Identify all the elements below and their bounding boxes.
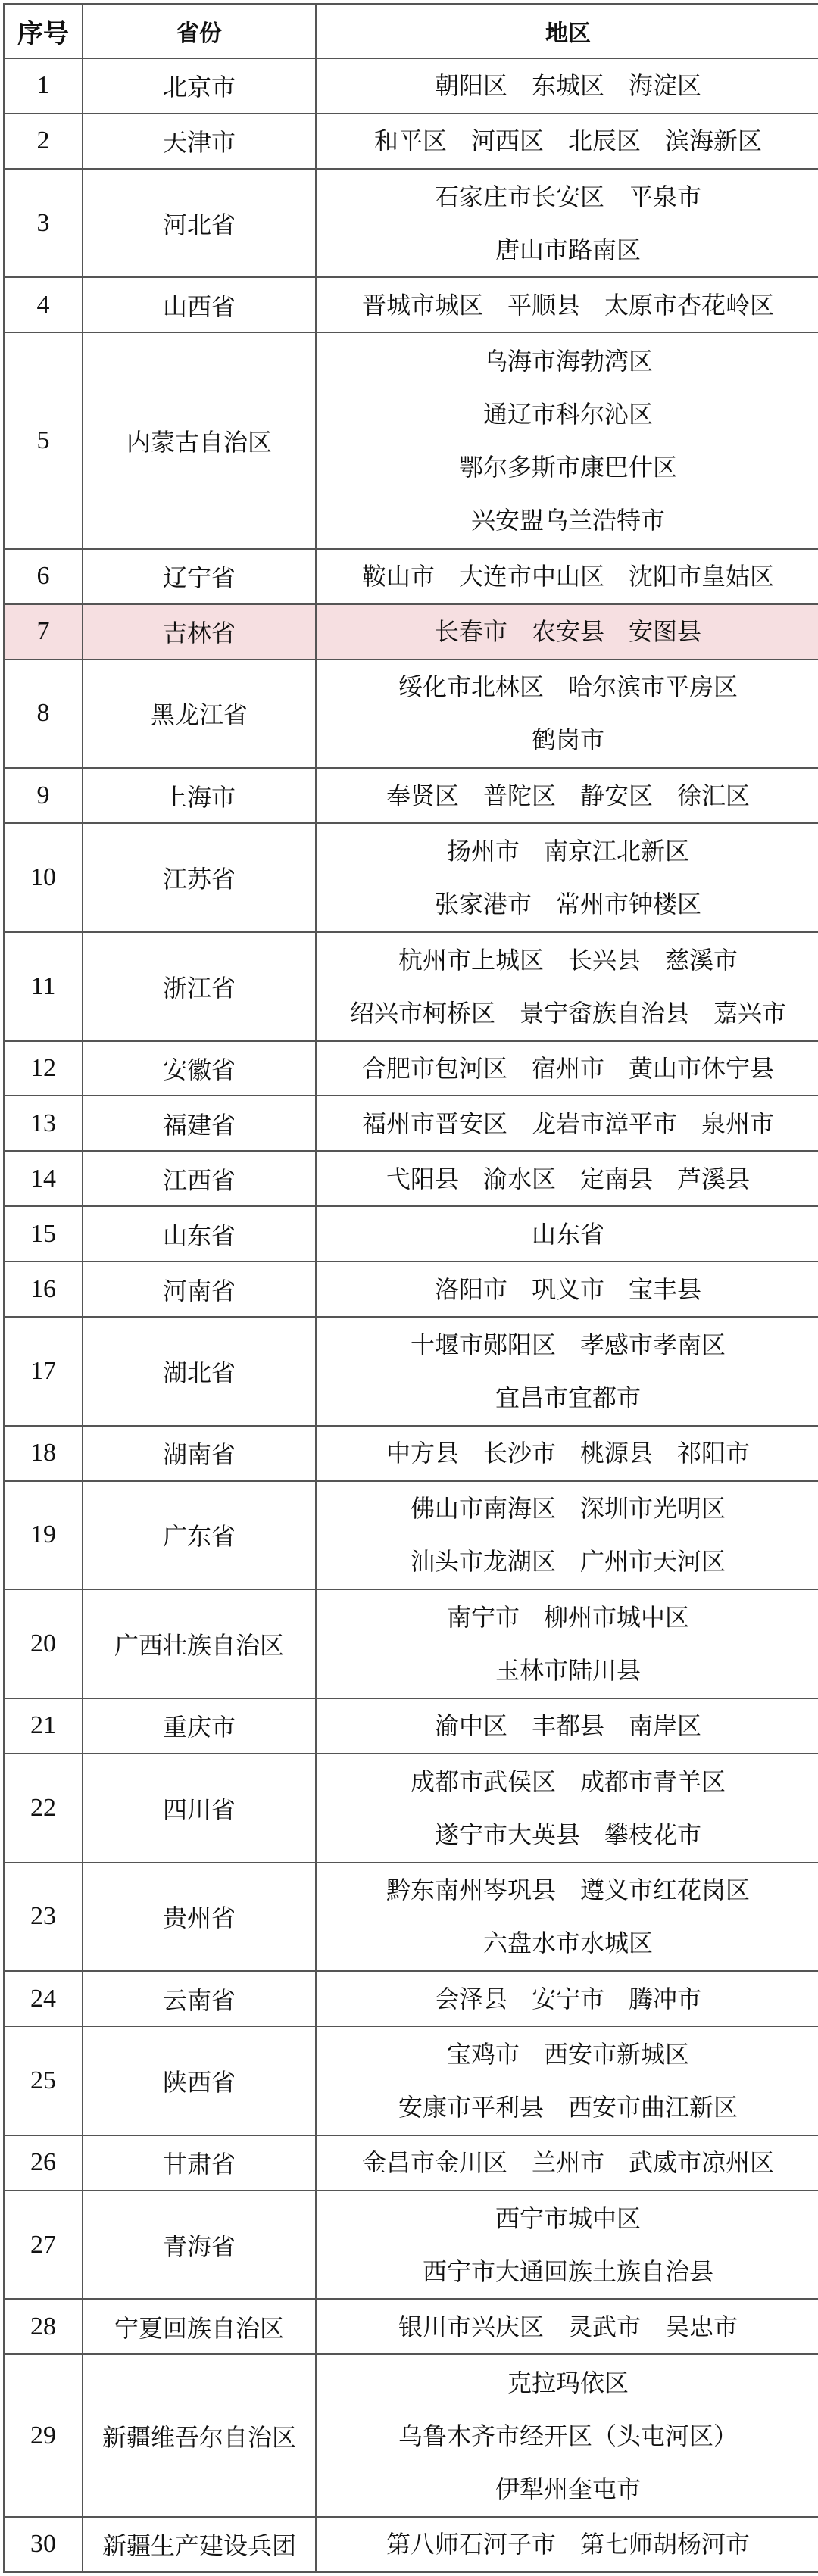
row-province: 陕西省 [83, 2026, 316, 2135]
table-row [4, 114, 818, 169]
row-index: 7 [4, 604, 83, 660]
table-row [4, 549, 818, 604]
region-line: 晋城市城区 平顺县 太原市杏花岭区 [361, 290, 774, 320]
region-line: 长春市 农安县 安图县 [434, 617, 701, 647]
row-province: 内蒙古自治区 [83, 332, 316, 548]
region-line: 乌鲁木齐市经开区（头屯河区） [398, 2421, 738, 2450]
row-province: 湖北省 [83, 1317, 316, 1426]
header-index: 序号 [4, 4, 83, 58]
row-province: 广西壮族自治区 [83, 1589, 316, 1698]
row-province: 广东省 [83, 1481, 316, 1590]
row-regions [316, 1863, 818, 1972]
table-row [4, 1206, 818, 1261]
region-line: 福州市晋安区 龙岩市漳平市 泉州市 [361, 1109, 774, 1138]
row-regions [316, 2299, 818, 2354]
row-regions [316, 823, 818, 932]
region-line: 和平区 河西区 北辰区 滨海新区 [373, 126, 762, 156]
row-province: 河南省 [83, 1261, 316, 1317]
table-row [4, 277, 818, 332]
row-index: 18 [4, 1426, 83, 1481]
region-line: 伊犁州奎屯市 [495, 2474, 641, 2503]
table-row [4, 2026, 818, 2135]
table-row [4, 1096, 818, 1151]
table-row [4, 1151, 818, 1206]
row-regions [316, 1698, 818, 1754]
row-index: 29 [4, 2354, 83, 2517]
table-row [4, 332, 818, 548]
row-province: 辽宁省 [83, 549, 316, 604]
row-index: 5 [4, 332, 83, 548]
row-province: 上海市 [83, 768, 316, 823]
row-regions [316, 1096, 818, 1151]
region-line: 宝鸡市 西安市新城区 [446, 2040, 689, 2069]
row-index: 16 [4, 1261, 83, 1317]
row-index: 27 [4, 2191, 83, 2300]
table-row [4, 660, 818, 769]
row-regions [316, 1151, 818, 1206]
row-province: 云南省 [83, 1971, 316, 2026]
row-index: 14 [4, 1151, 83, 1206]
region-line: 中方县 长沙市 桃源县 祁阳市 [386, 1439, 750, 1468]
table-row [4, 169, 818, 278]
table-row [4, 2517, 818, 2572]
table-row [4, 2299, 818, 2354]
table-body [4, 58, 818, 2572]
region-line: 绥化市北林区 哈尔滨市平房区 [398, 672, 738, 702]
region-line: 扬州市 南京江北新区 [446, 836, 689, 865]
row-index: 3 [4, 169, 83, 278]
region-table [3, 3, 818, 2573]
table-row [4, 604, 818, 660]
row-index: 15 [4, 1206, 83, 1261]
row-province: 天津市 [83, 114, 316, 169]
table-row [4, 1698, 818, 1754]
table-row [4, 932, 818, 1041]
region-line: 安康市平利县 西安市曲江新区 [398, 2093, 738, 2122]
region-line: 乌海市海勃湾区 [482, 347, 653, 376]
row-province: 福建省 [83, 1096, 316, 1151]
row-index: 12 [4, 1041, 83, 1096]
row-regions [316, 58, 818, 114]
table-row [4, 1261, 818, 1317]
header-province: 省份 [83, 4, 316, 58]
table-row [4, 2191, 818, 2300]
region-line: 合肥市包河区 宿州市 黄山市休宁县 [361, 1054, 774, 1083]
row-regions [316, 604, 818, 660]
region-line: 绍兴市柯桥区 景宁畲族自治县 嘉兴市 [349, 998, 786, 1028]
table-row [4, 823, 818, 932]
region-line: 洛阳市 巩义市 宝丰县 [434, 1274, 701, 1304]
region-line: 张家港市 常州市钟楼区 [434, 889, 701, 918]
region-line: 黔东南州岑巩县 遵义市红花岗区 [386, 1876, 750, 1905]
row-regions [316, 932, 818, 1041]
row-province: 安徽省 [83, 1041, 316, 1096]
region-line: 宜昌市宜都市 [495, 1383, 641, 1412]
region-line: 第八师石河子市 第七师胡杨河市 [386, 2530, 750, 2559]
region-line: 石家庄市长安区 平泉市 [434, 182, 701, 211]
row-province: 宁夏回族自治区 [83, 2299, 316, 2354]
row-province: 湖南省 [83, 1426, 316, 1481]
table-row [4, 1971, 818, 2026]
row-province: 江苏省 [83, 823, 316, 932]
row-index: 11 [4, 932, 83, 1041]
row-regions [316, 1206, 818, 1261]
row-regions [316, 2135, 818, 2191]
row-index: 8 [4, 660, 83, 769]
region-line: 弋阳县 渝水区 定南县 芦溪县 [386, 1164, 750, 1193]
row-regions [316, 768, 818, 823]
row-regions [316, 277, 818, 332]
row-regions [316, 1041, 818, 1096]
row-index: 28 [4, 2299, 83, 2354]
region-line: 佛山市南海区 深圳市光明区 [410, 1494, 726, 1523]
row-index: 19 [4, 1481, 83, 1590]
row-index: 24 [4, 1971, 83, 2026]
region-line: 西宁市城中区 [495, 2203, 641, 2233]
table-row [4, 1863, 818, 1972]
header-row [4, 4, 818, 58]
table-row [4, 1754, 818, 1863]
region-line: 渝中区 丰都县 南岸区 [434, 1711, 701, 1741]
table-row [4, 1041, 818, 1096]
header-region: 地区 [316, 4, 818, 58]
row-regions [316, 332, 818, 548]
region-line: 鞍山市 大连市中山区 沈阳市皇姑区 [361, 562, 774, 591]
table-row [4, 768, 818, 823]
row-province: 新疆维吾尔自治区 [83, 2354, 316, 2517]
row-province: 黑龙江省 [83, 660, 316, 769]
row-province: 重庆市 [83, 1698, 316, 1754]
row-province: 河北省 [83, 169, 316, 278]
region-line: 唐山市路南区 [495, 235, 641, 264]
region-line: 六盘水市水城区 [482, 1929, 653, 1958]
region-line: 十堰市郧阳区 孝感市孝南区 [410, 1330, 726, 1359]
table-row [4, 1481, 818, 1590]
row-province: 山东省 [83, 1206, 316, 1261]
region-line: 玉林市陆川县 [495, 1656, 641, 1686]
region-line: 金昌市金川区 兰州市 武威市凉州区 [361, 2148, 774, 2178]
row-regions [316, 549, 818, 604]
region-line: 山东省 [531, 1219, 604, 1249]
row-index: 20 [4, 1589, 83, 1698]
region-line: 汕头市龙湖区 广州市天河区 [410, 1547, 726, 1576]
row-province: 浙江省 [83, 932, 316, 1041]
region-line: 遂宁市大英县 攀枝花市 [434, 1820, 701, 1849]
table-row [4, 1589, 818, 1698]
row-province: 贵州省 [83, 1863, 316, 1972]
row-index: 21 [4, 1698, 83, 1754]
row-regions [316, 2517, 818, 2572]
row-index: 13 [4, 1096, 83, 1151]
row-index: 9 [4, 768, 83, 823]
row-index: 25 [4, 2026, 83, 2135]
region-line: 鹤岗市 [531, 725, 604, 755]
row-province: 甘肃省 [83, 2135, 316, 2191]
row-regions [316, 2354, 818, 2517]
row-province: 青海省 [83, 2191, 316, 2300]
row-regions [316, 2026, 818, 2135]
row-regions [316, 1971, 818, 2026]
row-regions [316, 2191, 818, 2300]
row-regions [316, 1426, 818, 1481]
row-index: 4 [4, 277, 83, 332]
region-line: 兴安盟乌兰浩特市 [470, 506, 665, 535]
table-row [4, 1317, 818, 1426]
row-index: 1 [4, 58, 83, 114]
table-row [4, 1426, 818, 1481]
region-line: 朝阳区 东城区 海淀区 [434, 71, 701, 101]
row-regions [316, 1261, 818, 1317]
table-row [4, 2354, 818, 2517]
region-line: 南宁市 柳州市城中区 [446, 1603, 689, 1633]
row-index: 10 [4, 823, 83, 932]
row-province: 山西省 [83, 277, 316, 332]
row-province: 四川省 [83, 1754, 316, 1863]
table-row [4, 58, 818, 114]
row-index: 30 [4, 2517, 83, 2572]
row-province: 新疆生产建设兵团 [83, 2517, 316, 2572]
row-province: 吉林省 [83, 604, 316, 660]
row-index: 6 [4, 549, 83, 604]
row-index: 22 [4, 1754, 83, 1863]
region-line: 西宁市大通回族土族自治县 [422, 2256, 713, 2286]
region-line: 奉贤区 普陀区 静安区 徐汇区 [386, 781, 750, 810]
row-index: 17 [4, 1317, 83, 1426]
region-line: 成都市武侯区 成都市青羊区 [410, 1767, 726, 1796]
region-line: 鄂尔多斯市康巴什区 [458, 453, 677, 482]
row-regions [316, 1754, 818, 1863]
row-index: 26 [4, 2135, 83, 2191]
row-regions [316, 660, 818, 769]
row-regions [316, 1589, 818, 1698]
row-regions [316, 169, 818, 278]
region-line: 杭州市上城区 长兴县 慈溪市 [398, 945, 738, 975]
region-line: 通辽市科尔沁区 [482, 400, 653, 429]
row-regions [316, 114, 818, 169]
region-line: 会泽县 安宁市 腾冲市 [434, 1984, 701, 2013]
table-row [4, 2135, 818, 2191]
row-province: 江西省 [83, 1151, 316, 1206]
row-regions [316, 1317, 818, 1426]
row-province: 北京市 [83, 58, 316, 114]
row-regions [316, 1481, 818, 1590]
row-index: 2 [4, 114, 83, 169]
row-index: 23 [4, 1863, 83, 1972]
region-line: 克拉玛依区 [507, 2368, 629, 2397]
region-line: 银川市兴庆区 灵武市 吴忠市 [398, 2312, 738, 2341]
